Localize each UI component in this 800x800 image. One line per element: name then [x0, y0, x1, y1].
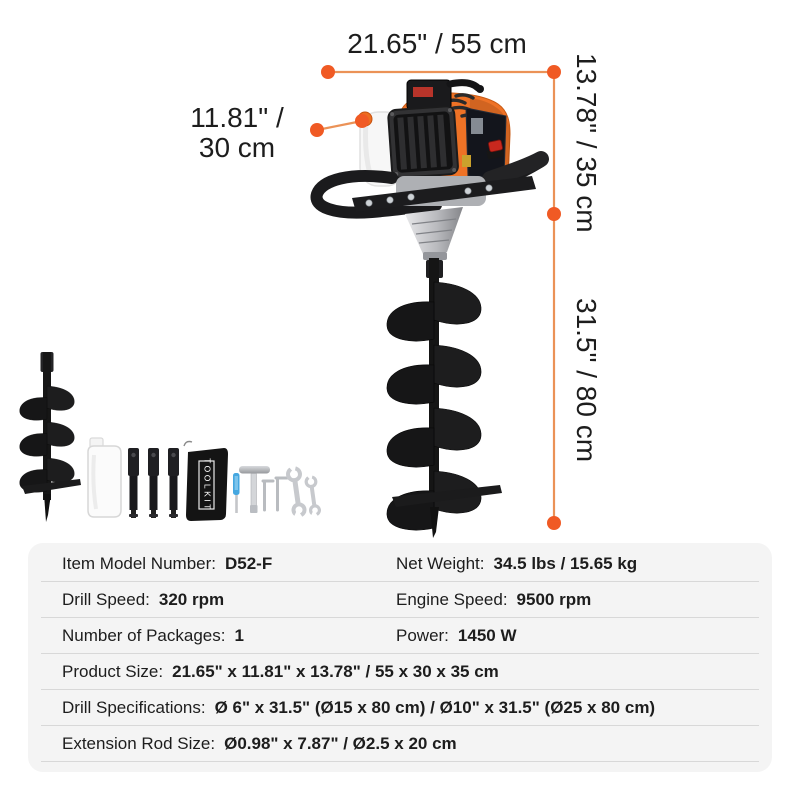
dimension-height-label: 13.78" / 35 cm	[571, 53, 603, 233]
spec-label: Engine Speed:	[396, 589, 508, 609]
spec-label: Drill Speed:	[62, 589, 150, 609]
warning-label	[462, 155, 471, 167]
throttle-lever	[450, 83, 478, 88]
spec-value: 1450 W	[457, 625, 517, 645]
spec-cell	[396, 554, 637, 574]
spec-label: Item Model Number:	[62, 553, 216, 573]
spec-value: 21.65" x 11.81" x 13.78" / 55 x 30 x 35 cm	[172, 661, 499, 681]
spec-row	[41, 690, 759, 726]
dimension-depth-label	[152, 103, 322, 163]
spec-row	[41, 618, 759, 654]
spec-row	[41, 546, 759, 582]
toolkit-bag	[184, 442, 228, 522]
screwdriver	[233, 473, 240, 513]
wrench-large	[286, 462, 306, 521]
dimension-auger-length-label: 31.5" / 80 cm	[571, 297, 603, 463]
spec-cell	[396, 590, 591, 610]
dimension-depth-line1: 11.81" /	[190, 102, 284, 133]
spec-cell	[396, 626, 517, 646]
spec-row	[41, 654, 759, 690]
spec-label: Number of Packages:	[62, 625, 226, 645]
spec-row	[41, 582, 759, 618]
zipper-pull	[184, 442, 192, 447]
dimension-depth-line2: 30 cm	[198, 132, 276, 164]
spec-value: 1	[234, 625, 244, 645]
spec-label: Net Weight:	[396, 553, 485, 573]
spec-value: Ø 6" x 31.5" (Ø15 x 80 cm) / Ø10" x 31.5" (Ø25 x 80 cm)	[214, 697, 656, 717]
spec-table	[28, 543, 772, 772]
spec-label: Power:	[396, 625, 449, 645]
red-label	[413, 87, 433, 97]
spec-cell	[62, 590, 396, 610]
spec-cell	[62, 734, 457, 754]
fuel-mixing-bottle	[88, 438, 121, 517]
cylinder-grille	[388, 106, 459, 178]
spec-label: Drill Specifications:	[62, 697, 206, 717]
spec-value: 34.5 lbs / 15.65 kg	[493, 553, 638, 573]
spec-value: 9500 rpm	[516, 589, 592, 609]
gearbox-cone	[405, 207, 463, 254]
spec-cell	[62, 662, 499, 682]
spec-value: D52-F	[225, 553, 273, 573]
drill-bit	[387, 258, 502, 538]
spec-row	[41, 726, 759, 762]
spec-label: Product Size:	[62, 661, 164, 681]
wrench-small	[305, 472, 321, 519]
spec-label: Extension Rod Size:	[62, 733, 216, 753]
spare-auger-bit	[20, 352, 81, 522]
tool-set	[233, 462, 321, 521]
spec-value: Ø0.98" x 7.87" / Ø2.5 x 20 cm	[224, 733, 457, 753]
extension-rods	[128, 448, 179, 518]
auger-machine	[317, 80, 541, 538]
hex-keys	[263, 478, 287, 510]
spec-cell	[62, 626, 396, 646]
dimension-width-label: 21.65" / 55 cm	[347, 28, 527, 59]
toolkit-label: TOOLKIT	[202, 458, 213, 512]
spec-cell	[62, 554, 396, 574]
spec-cell	[62, 698, 655, 718]
spec-value: 320 rpm	[158, 589, 225, 609]
